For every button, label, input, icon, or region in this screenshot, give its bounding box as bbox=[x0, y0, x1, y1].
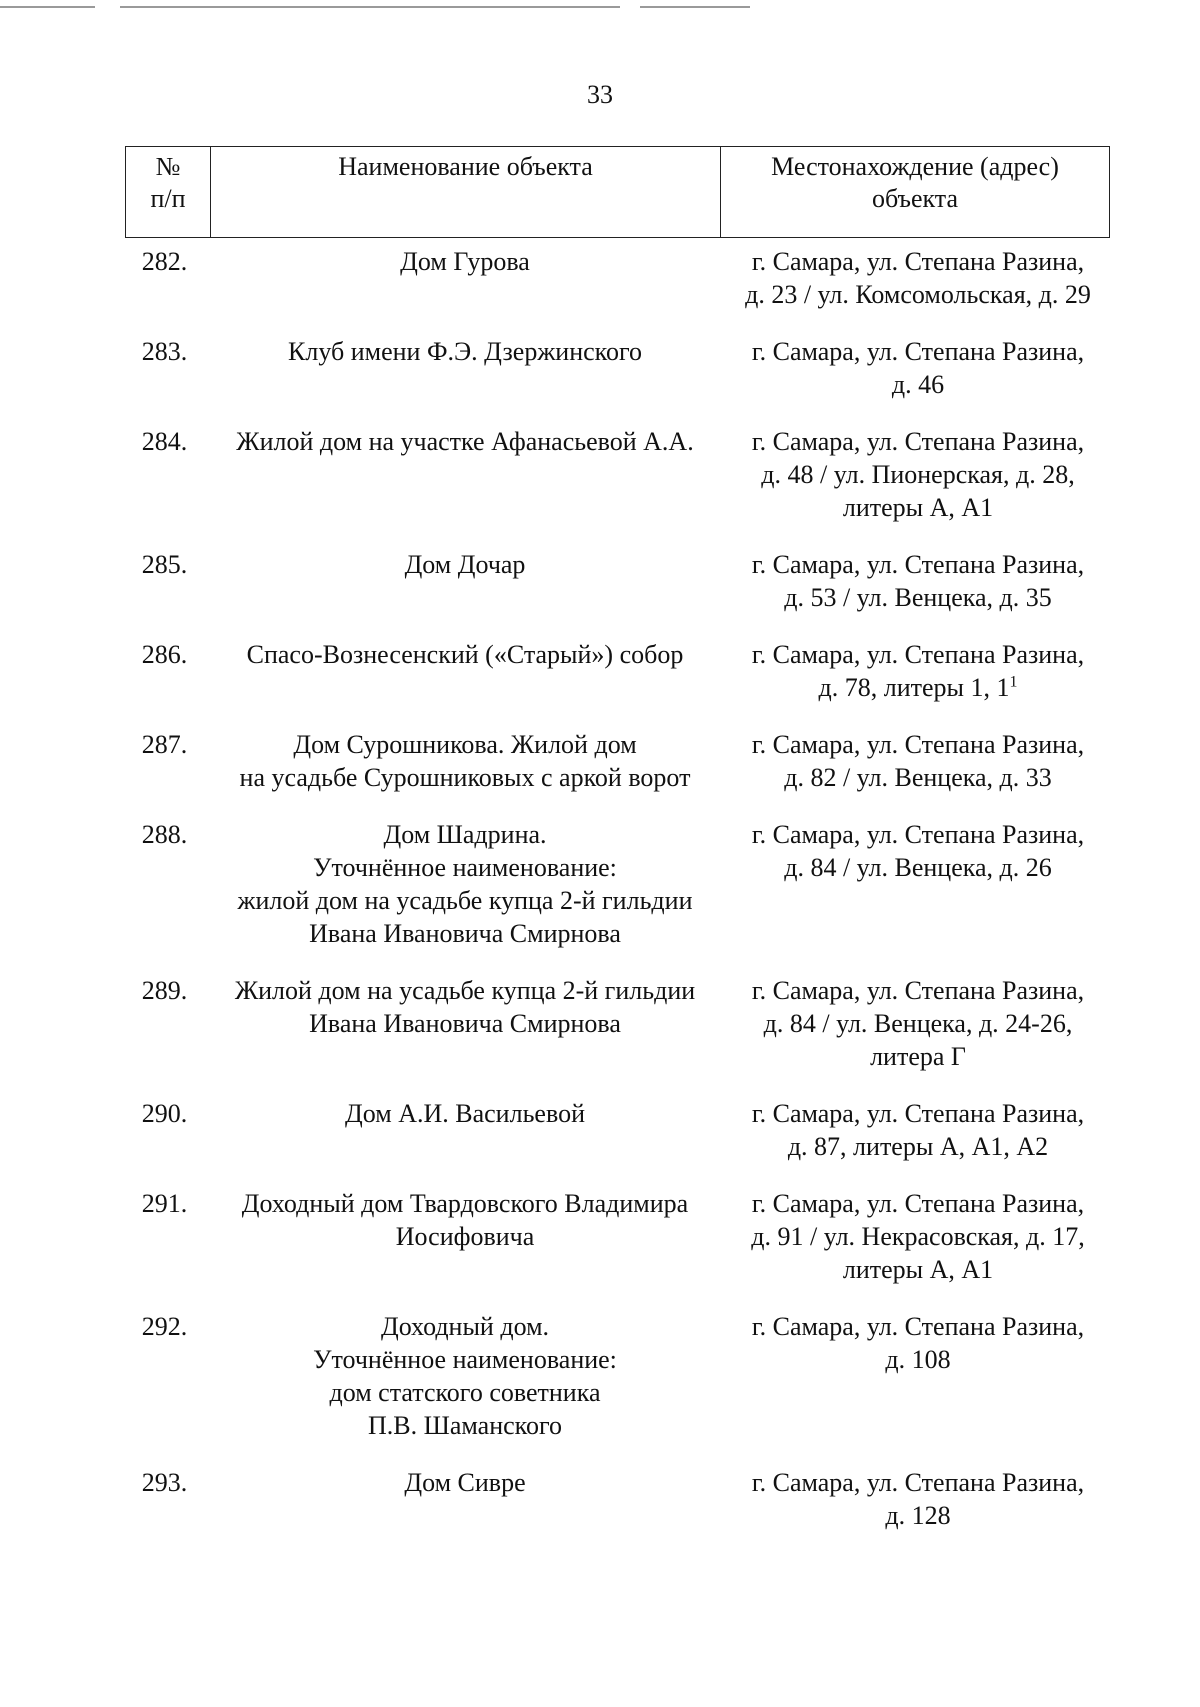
row-address bbox=[720, 335, 1110, 401]
row-object-name bbox=[210, 245, 720, 311]
address-line-text: г. Самара, ул. Степана Разина, bbox=[751, 1468, 1085, 1497]
object-name-line: Ивана Ивановича Смирнова bbox=[309, 1009, 621, 1038]
object-name-line: Уточнённое наименование: bbox=[313, 853, 617, 882]
scan-artifact-line bbox=[0, 6, 95, 8]
row-object-name bbox=[210, 548, 720, 614]
row-object-name bbox=[210, 638, 720, 704]
row-address bbox=[720, 1466, 1110, 1532]
address-line-text: г. Самара, ул. Степана Разина, bbox=[751, 1189, 1085, 1218]
address-line-text: г. Самара, ул. Степана Разина, bbox=[751, 1099, 1085, 1128]
row-address bbox=[720, 1310, 1110, 1442]
address-line-text: д. 53 / ул. Венцека, д. 35 bbox=[784, 583, 1052, 612]
address-line bbox=[726, 1097, 1110, 1130]
object-name-line: Доходный дом Твардовского Владимира bbox=[241, 1189, 689, 1218]
row-object-name bbox=[210, 818, 720, 950]
address-superscript: 1 bbox=[1009, 673, 1018, 691]
object-name-line: Иосифовича bbox=[395, 1222, 535, 1251]
address-line bbox=[726, 1007, 1110, 1040]
object-name-line: Дом Сурошникова. Жилой дом bbox=[293, 730, 637, 759]
address-line bbox=[726, 1310, 1110, 1343]
address-line bbox=[726, 1040, 1110, 1073]
address-line-text: д. 84 / ул. Венцека, д. 24-26, bbox=[763, 1009, 1073, 1038]
address-line-text: д. 91 / ул. Некрасовская, д. 17, bbox=[751, 1222, 1085, 1251]
object-name-line: Дом Гурова bbox=[400, 247, 530, 276]
address-line-text: г. Самара, ул. Степана Разина, bbox=[751, 1312, 1085, 1341]
object-name-line: Дом А.И. Васильевой bbox=[345, 1099, 585, 1128]
row-number: 285. bbox=[141, 550, 188, 579]
address-line-text: г. Самара, ул. Степана Разина, bbox=[751, 337, 1085, 366]
row-number: 284. bbox=[141, 427, 188, 456]
row-number: 291. bbox=[141, 1189, 188, 1218]
header-name bbox=[211, 147, 721, 237]
header-name-line: Наименование объекта bbox=[338, 152, 593, 181]
row-number: 290. bbox=[141, 1099, 188, 1128]
address-line bbox=[726, 245, 1110, 278]
header-number-line: п/п bbox=[150, 184, 186, 213]
table-row bbox=[125, 335, 1110, 401]
address-line-text: литера Г bbox=[870, 1042, 966, 1071]
address-line bbox=[726, 761, 1110, 794]
object-name-line: П.В. Шаманского bbox=[368, 1411, 562, 1440]
row-object-name bbox=[210, 335, 720, 401]
scan-artifact-line bbox=[120, 6, 620, 8]
table-body bbox=[125, 245, 1110, 1556]
address-line-text: д. 82 / ул. Венцека, д. 33 bbox=[784, 763, 1052, 792]
address-line bbox=[726, 974, 1110, 1007]
row-number: 289. bbox=[141, 976, 188, 1005]
address-line-text: г. Самара, ул. Степана Разина, bbox=[751, 247, 1085, 276]
row-number: 283. bbox=[141, 337, 188, 366]
address-line bbox=[726, 1220, 1110, 1253]
address-line bbox=[726, 851, 1110, 884]
row-number: 288. bbox=[141, 820, 188, 849]
row-object-name bbox=[210, 1097, 720, 1163]
object-name-line: жилой дом на усадьбе купца 2-й гильдии bbox=[237, 886, 693, 915]
address-line bbox=[726, 548, 1110, 581]
address-line bbox=[726, 1499, 1110, 1532]
object-name-line: Жилой дом на усадьбе купца 2-й гильдии bbox=[234, 976, 696, 1005]
address-line bbox=[726, 368, 1110, 401]
table-row bbox=[125, 818, 1110, 950]
row-address bbox=[720, 1187, 1110, 1286]
table-row bbox=[125, 974, 1110, 1073]
table-row bbox=[125, 1466, 1110, 1532]
row-address bbox=[720, 425, 1110, 524]
address-line-text: д. 84 / ул. Венцека, д. 26 bbox=[784, 853, 1052, 882]
table-row bbox=[125, 245, 1110, 311]
address-line bbox=[726, 638, 1110, 671]
address-line-text: д. 23 / ул. Комсомольская, д. 29 bbox=[745, 280, 1091, 309]
address-line bbox=[726, 1466, 1110, 1499]
header-number-line: № bbox=[155, 152, 181, 181]
address-line bbox=[726, 1343, 1110, 1376]
row-address bbox=[720, 974, 1110, 1073]
address-line bbox=[726, 491, 1110, 524]
address-line bbox=[726, 278, 1110, 311]
object-name-line: Доходный дом. bbox=[380, 1312, 550, 1341]
address-line-text: д. 78, литеры 1, 1 bbox=[818, 673, 1010, 702]
row-object-name bbox=[210, 1466, 720, 1532]
address-line-text: г. Самара, ул. Степана Разина, bbox=[751, 820, 1085, 849]
address-line-text: д. 46 bbox=[891, 370, 945, 399]
address-line-text: д. 87, литеры А, А1, А2 bbox=[787, 1132, 1049, 1161]
header-address bbox=[721, 147, 1109, 237]
address-line bbox=[726, 1253, 1110, 1286]
address-line bbox=[726, 1130, 1110, 1163]
table-header bbox=[125, 146, 1110, 238]
row-object-name bbox=[210, 728, 720, 794]
row-object-name bbox=[210, 1187, 720, 1286]
row-number: 282. bbox=[141, 247, 188, 276]
address-line bbox=[726, 458, 1110, 491]
header-address-line: объекта bbox=[871, 184, 959, 213]
address-line-text: г. Самара, ул. Степана Разина, bbox=[751, 640, 1085, 669]
address-line bbox=[726, 1187, 1110, 1220]
header-address-line: Местонахождение (адрес) bbox=[771, 152, 1059, 181]
table-row bbox=[125, 1187, 1110, 1286]
object-name-line: на усадьбе Сурошниковых с аркой ворот bbox=[239, 763, 691, 792]
object-name-line: Ивана Ивановича Смирнова bbox=[309, 919, 621, 948]
row-object-name bbox=[210, 974, 720, 1073]
address-line-text: г. Самара, ул. Степана Разина, bbox=[751, 550, 1085, 579]
object-name-line: Дом Шадрина. bbox=[383, 820, 547, 849]
header-number bbox=[126, 147, 211, 237]
address-line-text: г. Самара, ул. Степана Разина, bbox=[751, 976, 1085, 1005]
row-address bbox=[720, 728, 1110, 794]
object-name-line: Дом Дочар bbox=[404, 550, 526, 579]
address-line bbox=[726, 728, 1110, 761]
address-line bbox=[726, 581, 1110, 614]
address-line-text: г. Самара, ул. Степана Разина, bbox=[751, 730, 1085, 759]
row-address bbox=[720, 548, 1110, 614]
address-line-text: д. 108 bbox=[885, 1345, 951, 1374]
row-number: 293. bbox=[141, 1468, 188, 1497]
row-address bbox=[720, 1097, 1110, 1163]
row-number: 286. bbox=[141, 640, 188, 669]
address-line bbox=[726, 671, 1110, 704]
address-line-text: д. 48 / ул. Пионерская, д. 28, bbox=[761, 460, 1075, 489]
row-address bbox=[720, 818, 1110, 950]
table-row bbox=[125, 638, 1110, 704]
table-row bbox=[125, 425, 1110, 524]
row-number: 292. bbox=[141, 1312, 188, 1341]
object-name-line: Уточнённое наименование: bbox=[313, 1345, 617, 1374]
address-line-text: литеры А, А1 bbox=[842, 493, 994, 522]
address-line bbox=[726, 425, 1110, 458]
row-address bbox=[720, 245, 1110, 311]
object-name-line: Жилой дом на участке Афанасьевой А.А. bbox=[236, 427, 694, 456]
table-row bbox=[125, 548, 1110, 614]
address-line-text: г. Самара, ул. Степана Разина, bbox=[751, 427, 1085, 456]
object-name-line: дом статского советника bbox=[329, 1378, 601, 1407]
address-line bbox=[726, 818, 1110, 851]
address-line bbox=[726, 335, 1110, 368]
object-name-line: Клуб имени Ф.Э. Дзержинского bbox=[288, 337, 642, 366]
object-name-line: Дом Сивре bbox=[404, 1468, 526, 1497]
row-address bbox=[720, 638, 1110, 704]
table-row bbox=[125, 728, 1110, 794]
object-name-line: Спасо-Вознесенский («Старый») собор bbox=[246, 640, 684, 669]
page-number: 33 bbox=[587, 80, 613, 109]
row-number: 287. bbox=[141, 730, 188, 759]
table-row bbox=[125, 1097, 1110, 1163]
table-row bbox=[125, 1310, 1110, 1442]
row-object-name bbox=[210, 425, 720, 524]
scan-artifact-line bbox=[640, 6, 750, 8]
address-line-text: д. 128 bbox=[885, 1501, 951, 1530]
row-object-name bbox=[210, 1310, 720, 1442]
address-line-text: литеры А, А1 bbox=[842, 1255, 994, 1284]
